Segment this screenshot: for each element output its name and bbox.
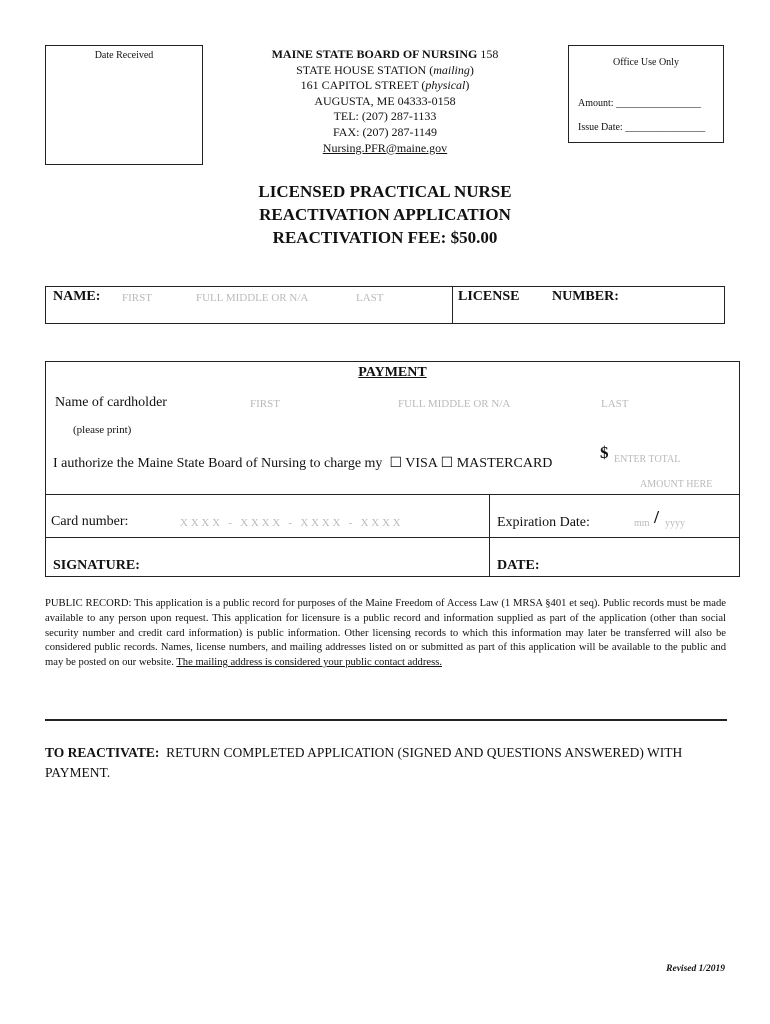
cardholder-label: Name of cardholder <box>55 395 167 410</box>
license-number-input[interactable]: NUMBER: <box>552 289 619 304</box>
date-received-label: Date Received <box>94 50 154 61</box>
email-link[interactable]: Nursing.PFR@maine.gov <box>322 140 448 155</box>
revision-date: Revised 1/2019 <box>666 964 725 974</box>
board-address: MAINE STATE BOARD OF NURSING 158 STATE HOUSE STATION (mailing) 161 CAPITOL STREET (physical) AUGUSTA, ME 04333-0158 TEL: (207) 287-1133 FAX: (207) 287-1149 Nursing.PFR@maine.gov <box>215 47 555 156</box>
mastercard-checkbox[interactable]: ☐ <box>440 456 454 471</box>
address-city: AUGUSTA, ME 04333-0158 <box>314 93 456 108</box>
dollar-sign: $ <box>600 443 609 462</box>
issue-date-field: Issue Date: ________________ <box>578 122 706 133</box>
office-use-title: Office Use Only <box>613 57 679 68</box>
signature-field[interactable]: SIGNATURE: <box>53 558 140 573</box>
amount-field: Amount: _________________ <box>578 98 702 109</box>
fax-number: FAX: (207) 287-1149 <box>333 124 437 139</box>
authorize-line: I authorize the Maine State Board of Nursing to charge my ☐ VISA ☐ MASTERCARD <box>53 456 553 471</box>
phone-number: TEL: (207) 287-1133 <box>333 109 437 124</box>
form-title: LICENSED PRACTICAL NURSE REACTIVATION APPLICATION REACTIVATION FEE: $50.00 <box>258 182 512 247</box>
payment-divider-1 <box>46 494 739 495</box>
license-label: LICENSE <box>458 289 520 304</box>
name-label: NAME: <box>53 289 101 304</box>
total-amount-placeholder: AMOUNT HERE <box>640 479 713 490</box>
public-contact-note: The mailing address is considered your public contact address. <box>176 657 442 669</box>
reactivate-label: TO REACTIVATE: <box>45 745 160 760</box>
section-separator <box>45 719 727 721</box>
exp-year-input[interactable]: yyyy <box>665 518 685 529</box>
board-name: MAINE STATE BOARD OF NURSING <box>271 47 478 61</box>
expiration-label: Expiration Date: <box>497 515 590 530</box>
name-divider <box>452 287 453 323</box>
name-middle-input[interactable]: FULL MIDDLE OR N/A <box>196 292 309 304</box>
payment-vertical-divider <box>489 494 490 576</box>
please-print-note: (please print) <box>73 424 132 436</box>
name-first-input[interactable]: FIRST <box>122 292 152 304</box>
cardholder-middle-input[interactable]: FULL MIDDLE OR N/A <box>398 398 511 410</box>
cardholder-first-input[interactable]: FIRST <box>250 398 280 410</box>
date-field[interactable]: DATE: <box>497 558 540 573</box>
total-amount-input[interactable]: ENTER TOTAL <box>614 454 681 465</box>
reactivate-instructions: TO REACTIVATE: RETURN COMPLETED APPLICATION (SIGNED AND QUESTIONS ANSWERED) WITH PAYMENT. <box>45 745 683 780</box>
payment-title: PAYMENT <box>358 365 427 380</box>
payment-box <box>45 361 740 577</box>
name-last-input[interactable]: LAST <box>356 292 384 304</box>
card-number-label: Card number: <box>51 514 129 529</box>
office-use-box <box>568 45 724 143</box>
payment-divider-2 <box>46 537 739 538</box>
card-number-input[interactable]: X X X X - X X X X - X X X X - X X X X <box>180 517 401 529</box>
visa-checkbox[interactable]: ☐ <box>389 456 402 471</box>
cardholder-last-input[interactable]: LAST <box>601 398 629 410</box>
date-received-box <box>45 45 203 165</box>
exp-slash: / <box>654 507 660 527</box>
name-license-box <box>45 286 725 324</box>
public-record-statement: PUBLIC RECORD: This application is a public record for purposes of the Maine Freedom of Access Law (1 MRSA §401 et seq). Public records must be made available to any person upon request. This application for licensure is a public record and information supplied as part of the application (other than social security number and credit card information) is public information. Other licensing records to which this information may later be transferred will also be considered public records. Names, license numbers, and mailing addresses listed on or submitted as part of this application will be available to the public and may be posted on our website. The mailing address is considered your public contact address. <box>45 598 726 669</box>
exp-month-input[interactable]: mm <box>634 518 650 529</box>
